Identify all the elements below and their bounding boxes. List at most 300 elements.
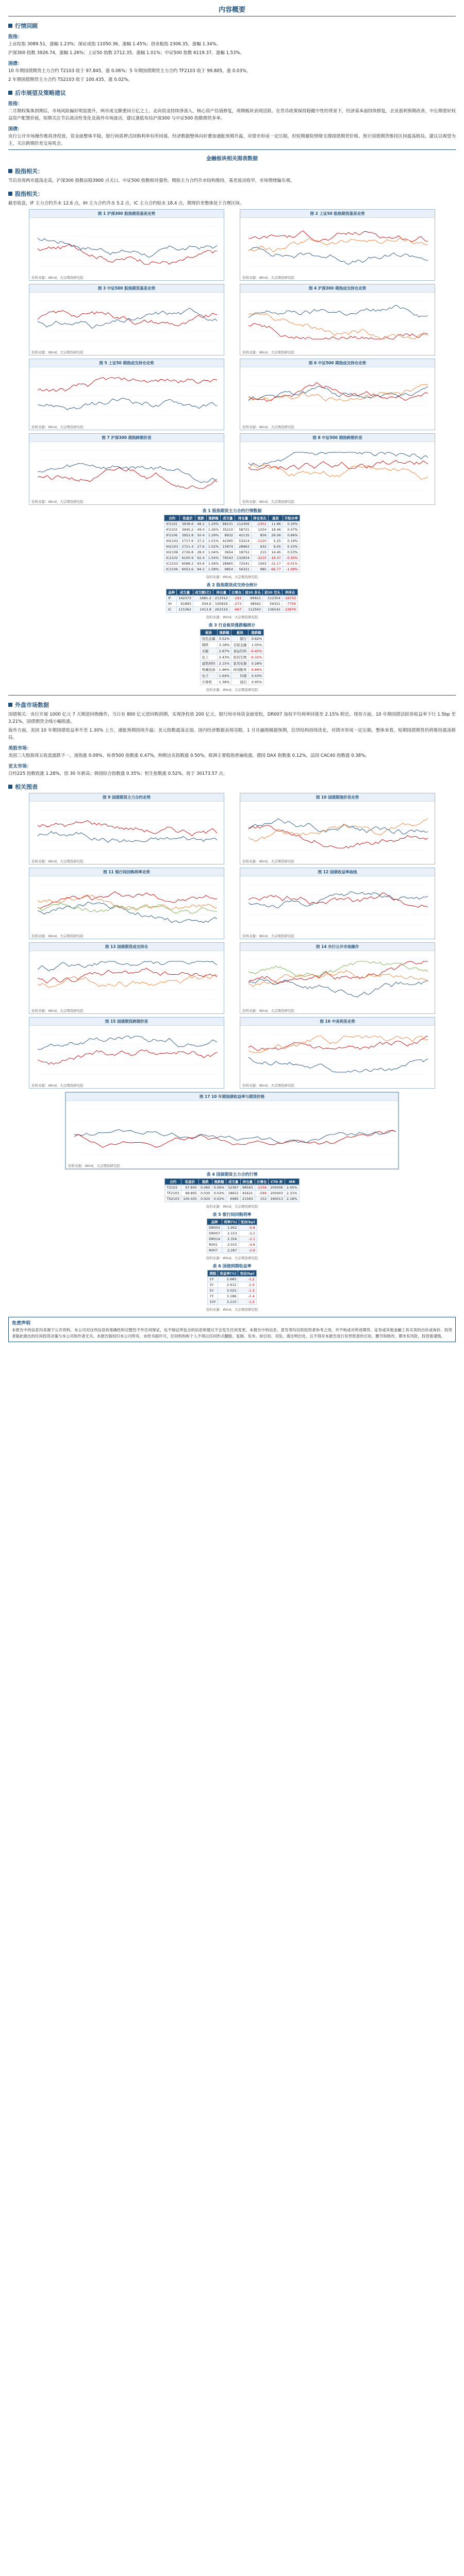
outlook-stock-text: 二月期权集体到期后，市场风险偏好明显提升，两市成交额重回万亿之上。北向资金持续净流入，核心资产估值修复，周期板块表现活跃。在货币政策保持稳健中性的背景下，经济基本面持续修复，企业盈利预期改善，中长期看好权益资产配置价值，短期关注节后流动性变化及海外市场波动，建议逢低布局沪深300 与中证500 指数期货多单。 xyxy=(8,109,456,121)
chart-plot xyxy=(240,876,431,933)
table-header-cell: 收益率(%) xyxy=(218,1270,238,1277)
table-row xyxy=(208,1288,256,1294)
review-bond-line-2: 2 年期国债期货主力合约 TS2103 收于 100.435，涨 0.02%。 xyxy=(8,77,132,82)
table1-source: 资料来源：Wind，大宗期货研究院 xyxy=(206,575,258,579)
table-cell: 2.15% xyxy=(217,660,231,667)
us-market-label: 美股市场： xyxy=(8,746,32,751)
table-cell: -586 xyxy=(255,1191,269,1196)
table-cell: 132654 xyxy=(235,555,252,561)
table-cell: 27.6 xyxy=(195,544,206,550)
table-cell: -3.2 xyxy=(239,1231,257,1236)
table-cell: 112354 xyxy=(263,596,283,601)
table-header-cell: 持仓量 xyxy=(213,589,229,596)
table-cell: 9.05 xyxy=(268,544,283,550)
table-cell: -18.47 xyxy=(268,555,283,561)
table-cell: 27.2 xyxy=(195,538,206,544)
chart-plot xyxy=(240,951,431,1008)
series-line xyxy=(248,305,428,317)
table-cell: -0.86% xyxy=(248,667,264,673)
chart-box xyxy=(29,209,224,281)
table-cell: 1.952 xyxy=(222,1225,239,1231)
table-cell: 35210 xyxy=(221,527,235,533)
report-header xyxy=(8,0,456,16)
table-cell: 0.060 xyxy=(198,1185,212,1191)
table-header-cell: 涨跌 xyxy=(198,1179,212,1185)
us-market-text: 美国三大股指周五收盘涨跌不一，道指涨 0.09%，标普500 指数涨 0.47%，纳斯达克指数涨 0.50%。欧洲主要股指普遍收涨，德国 DAX 指数涨 0.12%，法国 CAC40 指数涨 0.38%。 xyxy=(8,753,370,758)
review-stock-line-1: 上证综指 3089.51，涨幅 1.23%；深证成指 11050.36，涨幅 1.45%；创业板指 2306.35，涨幅 1.34%。 xyxy=(8,42,221,47)
table-cell: 2.87% xyxy=(217,648,231,654)
table-row xyxy=(200,654,264,660)
chart-box xyxy=(65,1092,399,1169)
table-cell: -23979 xyxy=(282,607,297,613)
charts-section-title: 金融板块相关图表数据 xyxy=(206,156,258,162)
chart-title: 图 11 银行间回购利率走势 xyxy=(29,868,224,876)
table-row xyxy=(164,521,300,527)
repo-rate-table xyxy=(207,1218,257,1253)
chart-plot xyxy=(29,442,220,499)
table-cell: 0.47% xyxy=(283,527,300,533)
table-row xyxy=(164,538,300,544)
series-line xyxy=(38,463,217,483)
table-cell: 0.66% xyxy=(283,533,300,538)
table-header-cell: 持仓量 xyxy=(235,515,252,521)
rel-title-text: 股指相关： xyxy=(15,191,43,197)
table-cell: 152 xyxy=(255,1196,269,1202)
table-cell: 2721.4 xyxy=(180,544,195,550)
table-cell: 48562 xyxy=(243,601,263,607)
rel-text: 截至收盘，IF 主力合约升水 12.6 点，IH 主力合约升水 5.2 点，IC 主力合约贴水 18.4 点，期现价差整体处于合理区间。 xyxy=(8,201,244,206)
chart-box xyxy=(29,793,224,865)
outlook-stock-label: 股指： xyxy=(8,101,23,107)
stock-related-text: 节后首周两市震荡走高，沪深300 指数站稳3900 点关口，中证500 指数相对强势。期指主力合约升水结构维持，基差波动收窄，市场情绪偏乐观。 xyxy=(8,178,295,183)
table6-title: 表 6 国债到期收益率 xyxy=(212,1264,252,1268)
table-row xyxy=(164,567,300,572)
table-header-cell: 收盘价 xyxy=(181,1179,199,1185)
table-cell: IH2103 xyxy=(164,544,180,550)
table-cell: 10Y xyxy=(208,1299,218,1305)
table-cell: 2726.8 xyxy=(180,550,195,555)
series-line xyxy=(38,1036,217,1049)
table-header-cell: 日增仓 xyxy=(255,1179,269,1185)
table-row xyxy=(207,1248,257,1253)
table-row xyxy=(207,1231,257,1236)
table5-source: 资料来源：Wind，大宗期货研究院 xyxy=(206,1256,258,1260)
series-line xyxy=(248,238,428,252)
table-cell: TF2103 xyxy=(165,1191,181,1196)
sector-table xyxy=(200,629,264,685)
table-cell: IC2106 xyxy=(164,567,180,572)
table-header-cell: 品种 xyxy=(207,1219,222,1225)
table-cell: 1.29% xyxy=(206,533,221,538)
table-row xyxy=(200,636,264,642)
table-cell: -2.6 xyxy=(239,1248,257,1253)
table-cell: IF2102 xyxy=(164,521,180,527)
table2-title: 表 2 股指期货成交持仓统计 xyxy=(206,583,258,587)
table-cell: -1.0 xyxy=(238,1282,256,1288)
chart-source: 资料来源：Wind，大宗期货研究院 xyxy=(31,276,84,280)
chart-box xyxy=(240,209,435,281)
table-cell: 28963 xyxy=(235,544,252,550)
series-line xyxy=(38,968,217,983)
chart-plot xyxy=(29,293,220,349)
table-cell: 3945.2 xyxy=(180,527,195,533)
table-cell: -3215 xyxy=(251,555,268,561)
series-line xyxy=(248,382,428,401)
table6-source: 资料来源：Wind，大宗期货研究院 xyxy=(206,1308,258,1312)
table-cell: 通信 xyxy=(231,679,248,685)
table-row xyxy=(207,1242,257,1248)
market-review-title-text: 行情回顾 xyxy=(15,23,38,29)
table-cell: 504.6 xyxy=(193,601,213,607)
table-cell: 休闲服务 xyxy=(231,667,248,673)
chart-plot xyxy=(66,1101,399,1163)
section-bullet-icon xyxy=(8,785,12,789)
table-cell: 93.6 xyxy=(195,561,206,567)
table-cell: 3.186 xyxy=(218,1294,238,1299)
stock-chart-grid xyxy=(29,209,435,505)
table-header-cell: 变动(bp) xyxy=(238,1270,256,1277)
chart-source: 资料来源：Wind，大宗期货研究院 xyxy=(68,1164,120,1168)
table-cell: T2103 xyxy=(165,1185,181,1191)
chart-title: 图 15 国债期货跨期价差 xyxy=(29,1018,224,1026)
series-line xyxy=(248,825,428,848)
chart-source: 资料来源：Wind，大宗期货研究院 xyxy=(242,859,294,863)
chart-box xyxy=(240,793,435,865)
table-row xyxy=(200,648,264,654)
chart-source: 资料来源：Wind，大宗期货研究院 xyxy=(31,934,84,938)
chart-plot xyxy=(29,367,220,424)
series-line xyxy=(38,895,217,910)
table-header-cell: 收盘价 xyxy=(180,515,195,521)
table-cell: 2717.6 xyxy=(180,538,195,544)
yield-table xyxy=(207,1270,256,1305)
table-row xyxy=(208,1294,256,1299)
table-cell: 2.153 xyxy=(222,1231,239,1236)
table-row xyxy=(165,1185,299,1191)
table-cell: 3.52% xyxy=(217,636,231,642)
table-cell: 2.18% xyxy=(285,1196,299,1202)
table-row xyxy=(200,642,264,648)
series-line xyxy=(248,1057,428,1072)
rel-title xyxy=(8,190,456,198)
table-cell: 2.015 xyxy=(222,1242,239,1248)
bond-charts-title xyxy=(8,783,456,791)
series-line xyxy=(248,1036,428,1053)
bond-charts-title-text: 相关图表 xyxy=(15,784,38,790)
table-cell: 92.4 xyxy=(195,555,206,561)
table-header-cell: 日增仓 xyxy=(229,589,243,596)
series-line xyxy=(248,961,428,977)
chart-source: 资料来源：Wind，大宗期货研究院 xyxy=(242,350,294,354)
chart-box xyxy=(29,1017,224,1089)
chart-source: 资料来源：Wind，大宗期货研究院 xyxy=(31,859,84,863)
chart-box xyxy=(240,942,435,1014)
futures-quote-table xyxy=(164,515,300,572)
table-cell: 建筑材料 xyxy=(200,660,217,667)
section-bullet-icon xyxy=(8,91,12,95)
bottom-spacer xyxy=(8,1342,456,1348)
table-cell: 58721 xyxy=(235,527,252,533)
table-cell: -1120 xyxy=(251,538,268,544)
table-header-cell: 板块 xyxy=(200,630,217,636)
table-cell: 215 xyxy=(251,550,268,555)
table-cell: 3.025 xyxy=(218,1288,238,1294)
table-cell: -16733 xyxy=(282,596,297,601)
table-cell: -0.30% xyxy=(283,555,300,561)
table-cell: 0.33% xyxy=(283,544,300,550)
table-cell: IH2106 xyxy=(164,550,180,555)
table-cell: 28.0 xyxy=(195,550,206,555)
review-bond-line-1: 10 年期国债期货主力合约 T2103 收于 97.845，涨 0.06%；5 年期国债期货主力合约 TF2103 收于 99.805，涨 0.03%。 xyxy=(8,69,251,74)
chart-title: 图 2 上证50 股指期货基差走势 xyxy=(240,210,435,218)
table-header-cell: 成交量 xyxy=(226,1179,241,1185)
table-cell: 2.31% xyxy=(285,1191,299,1196)
table-cell: R001 xyxy=(207,1242,222,1248)
series-line xyxy=(38,821,217,836)
table-cell: IC2103 xyxy=(164,561,180,567)
table-cell: 52367 xyxy=(226,1185,241,1191)
chart-source: 资料来源：Wind，大宗期货研究院 xyxy=(31,350,84,354)
disclaimer-title: 免责声明 xyxy=(12,1321,31,1326)
series-line xyxy=(38,398,217,410)
table-cell: 0.06% xyxy=(212,1185,226,1191)
chart-source: 资料来源：Wind，大宗期货研究院 xyxy=(242,1009,294,1013)
table-cell: 3.18% xyxy=(217,642,231,648)
series-line xyxy=(248,313,428,339)
report-title: 内容概要 xyxy=(218,6,245,13)
table-cell: 42365 xyxy=(221,538,235,544)
table-cell: 26.06 xyxy=(268,533,283,538)
bonds-details: 海外方面，美国 10 年期国债收益率升至 1.30% 上方，通胀预期持续升温；美元指数震荡走弱。国内经济数据表现亮眼，1 月社融规模超预期，信贷结构持续优化，对债市形成一定压制。整体来看，短期国债期货仍将维持震荡格局。 xyxy=(8,728,456,740)
table-cell: 2.43% xyxy=(217,654,231,660)
table-cell: IH xyxy=(167,601,177,607)
table4-source: 资料来源：Wind，大宗期货研究院 xyxy=(206,1205,258,1209)
table-cell: 98563 xyxy=(240,1185,255,1191)
table-cell: 99.805 xyxy=(181,1191,199,1196)
chart-source: 资料来源：Wind，大宗期货研究院 xyxy=(242,500,294,504)
series-line xyxy=(38,1050,217,1064)
table-header-cell: 涨跌 xyxy=(195,515,206,521)
table-cell: 7Y xyxy=(208,1294,218,1299)
table-cell: 21563 xyxy=(240,1196,255,1202)
table-cell: 1.64% xyxy=(217,673,231,679)
table-cell: 机械设备 xyxy=(200,667,217,673)
table-cell: -1.3 xyxy=(238,1288,256,1294)
table-cell: -66.77 xyxy=(268,567,283,572)
table-cell: 98231 xyxy=(221,521,235,527)
table-cell: -5.6 xyxy=(239,1225,257,1231)
table-cell: -0.45% xyxy=(248,648,264,654)
series-line xyxy=(248,461,428,470)
table-header-cell: 成交量 xyxy=(177,589,193,596)
series-line xyxy=(248,247,428,264)
section-bullet-icon xyxy=(8,24,12,28)
chart-source: 资料来源：Wind，大宗期货研究院 xyxy=(242,425,294,429)
series-line xyxy=(38,467,217,488)
table-cell: 0.28% xyxy=(248,660,264,667)
table-cell: 6052.6 xyxy=(180,567,195,572)
bonds-intro: 国债相关：央行开展 1000 亿元 7 天期逆回购操作，当日有 800 亿元逆回购到期，实现净投放 200 亿元。银行间市场资金面宽松，DR007 加权平均利率回落至 2.15% 附近。现券方面，10 年期国债活跃券收益率下行 1.5bp 至 3.21%，国债期货全线小幅收涨。 xyxy=(8,712,456,724)
table-row xyxy=(200,660,264,667)
chart-title: 图 14 央行公开市场操作 xyxy=(240,943,435,951)
chart-title: 图 13 国债期货成交持仓 xyxy=(29,943,224,951)
table-cell: 45621 xyxy=(240,1191,255,1196)
table-cell: IC2102 xyxy=(164,555,180,561)
chart-plot xyxy=(240,218,431,275)
table-cell: 213312 xyxy=(213,596,229,601)
table-cell: 985 xyxy=(251,567,268,572)
series-line xyxy=(38,238,217,258)
table-cell: IH2102 xyxy=(164,538,180,544)
table-cell: DR007 xyxy=(207,1231,222,1236)
chart-title: 图 4 沪深300 期指成交持仓走势 xyxy=(240,284,435,293)
table-cell: 97.845 xyxy=(181,1185,199,1191)
table-header-cell: CTD 券 xyxy=(269,1179,285,1185)
table-cell: 42135 xyxy=(235,533,252,538)
table-cell: 传媒 xyxy=(231,673,248,679)
table-cell: 0.02% xyxy=(212,1196,226,1202)
chart-box xyxy=(29,284,224,355)
chart-source: 资料来源：Wind，大宗期货研究院 xyxy=(31,1009,84,1013)
divider xyxy=(8,695,456,696)
chart-plot xyxy=(29,876,220,933)
table-cell: R007 xyxy=(207,1248,222,1253)
outlook-bond-label: 国债： xyxy=(8,127,23,132)
bond-futures-table xyxy=(164,1178,299,1202)
chart-source: 资料来源：Wind，大宗期货研究院 xyxy=(242,276,294,280)
table-cell: 医药生物 xyxy=(231,654,248,660)
table-cell: 48.2 xyxy=(195,521,206,527)
table-cell: 49.0 xyxy=(195,527,206,533)
table-cell: -1256 xyxy=(255,1185,269,1191)
review-stock-label: 股指： xyxy=(8,35,23,40)
table-cell: 银行 xyxy=(231,636,248,642)
table-row xyxy=(167,607,298,613)
table-cell: -1.4 xyxy=(238,1294,256,1299)
series-line xyxy=(38,974,217,988)
table-cell: 3952.8 xyxy=(180,533,195,538)
table-cell: 856 xyxy=(251,533,268,538)
table-row xyxy=(208,1299,256,1305)
chart-source: 资料来源：Wind，大宗期货研究院 xyxy=(242,934,294,938)
asia-market-label: 亚太市场： xyxy=(8,764,32,769)
table-cell: 0.030 xyxy=(198,1191,212,1196)
table-header-cell: 涨跌幅 xyxy=(212,1179,226,1185)
table-header-cell: 基差 xyxy=(268,515,283,521)
chart-title: 图 17 10 年期国债收益率与期货价格 xyxy=(66,1093,398,1101)
table-cell: 0.020 xyxy=(198,1196,212,1202)
table-cell: 115362 xyxy=(177,607,193,613)
table-cell: 0.03% xyxy=(212,1191,226,1196)
table-cell: 采掘 xyxy=(200,648,217,654)
table-cell: 632 xyxy=(251,544,268,550)
section-bullet-icon xyxy=(8,703,12,707)
table-row xyxy=(200,679,264,685)
table-cell: 56321 xyxy=(263,601,283,607)
table-cell: 9854 xyxy=(221,567,235,572)
bond-chart-grid xyxy=(29,793,435,1089)
table3-source: 资料来源：Wind，大宗期货研究院 xyxy=(206,688,258,692)
chart-plot xyxy=(29,951,220,1008)
table-cell: 2.356 xyxy=(222,1236,239,1242)
table-header-cell: 利率(%) xyxy=(222,1219,239,1225)
chart-box xyxy=(29,868,224,939)
table-cell: 非银金融 xyxy=(231,642,248,648)
table-cell: 18.46 xyxy=(268,527,283,533)
divider xyxy=(8,149,456,150)
chart-title: 图 9 国债期货主力合约走势 xyxy=(29,793,224,802)
table-cell: -4.8 xyxy=(239,1242,257,1248)
table-cell: 0.62% xyxy=(248,636,264,642)
chart-plot xyxy=(29,1026,220,1082)
chart-box xyxy=(240,433,435,505)
table-header-cell: IRR xyxy=(285,1179,299,1185)
chart-box xyxy=(240,284,435,355)
chart-title: 图 1 沪深300 股指期货基差走势 xyxy=(29,210,224,218)
table-cell: 钢铁 xyxy=(200,642,217,648)
table-cell: 家用电器 xyxy=(231,660,248,667)
table-row xyxy=(200,673,264,679)
table-cell: -191 xyxy=(229,596,243,601)
bonds-title-text: 外盘市场数据 xyxy=(15,702,49,708)
series-line xyxy=(38,244,217,264)
table-cell: 61893 xyxy=(177,601,193,607)
table-cell: DR001 xyxy=(207,1225,222,1231)
table-cell: 1681.2 xyxy=(193,596,213,601)
table-row xyxy=(164,527,300,533)
table-row xyxy=(167,601,298,607)
table-cell: 1254 xyxy=(251,527,268,533)
table-cell: 142373 xyxy=(177,596,193,601)
table-cell: TS2103 xyxy=(165,1196,181,1202)
disclaimer-text: 本报告中的信息均来源于公开资料，本公司对这些信息的准确性和完整性不作任何保证，也不保证所包含的信息和建议不会发生任何变更。本报告中的信息、意见等均仅供投资者参考之用，并不构成对所述期货、证券或其他金融工具买卖的出价或询价。投资者据此做出的任何投资决策与本公司和作者无关。本报告版权归本公司所有，未经书面许可，任何机构和个人不得以任何形式翻版、复制、发布。如引用、刊发，需注明出处，且不得对本报告进行有悖原意的引用、删节和修改。期市有风险，投资需谨慎。 xyxy=(12,1328,452,1338)
chart-title: 图 10 国债期现价差走势 xyxy=(240,793,435,802)
table-row xyxy=(207,1225,257,1231)
outlook-title-text: 后市展望及策略建议 xyxy=(15,90,66,96)
series-line xyxy=(248,892,428,908)
table-cell: 100929 xyxy=(213,601,229,607)
table-header-cell: 期限 xyxy=(208,1270,218,1277)
table-row xyxy=(167,596,298,601)
chart-box xyxy=(29,942,224,1014)
table-cell: 53214 xyxy=(235,538,252,544)
table-header-cell: 合约 xyxy=(165,1179,181,1185)
table-cell: 1Y xyxy=(208,1277,218,1282)
series-line xyxy=(248,384,428,401)
chart-plot xyxy=(240,293,431,349)
table-cell: 5.25 xyxy=(268,538,283,544)
table-cell: 2.912 xyxy=(218,1282,238,1288)
table-cell: -1.5 xyxy=(238,1299,256,1305)
table-cell: 6088.2 xyxy=(180,561,195,567)
table-cell: 1.24% xyxy=(206,521,221,527)
series-line xyxy=(248,452,428,467)
table-cell: 1.26% xyxy=(206,527,221,533)
table-cell: 3Y xyxy=(208,1282,218,1288)
table-row xyxy=(164,544,300,550)
table-cell: 1.01% xyxy=(206,538,221,544)
wide-chart xyxy=(65,1092,399,1170)
table4-title: 表 4 国债期货主力合约行情 xyxy=(206,1172,258,1177)
table-cell: 15874 xyxy=(221,544,235,550)
table5-title: 表 5 银行间回购利率 xyxy=(212,1212,252,1217)
table-cell: 0.30% xyxy=(283,521,300,527)
table-cell: 3938.6 xyxy=(180,521,195,527)
table-cell: 95621 xyxy=(243,596,263,601)
table-cell: 3.210 xyxy=(218,1299,238,1305)
outlook-bond-text: 央行公开市场操作维持净投放，资金面整体平稳，银行间质押式回购利率有所回落。经济数据整体向好叠加通胀预期升温，对债市形成一定压制，但短期避险情绪支撑国债期货价格。预计国债期货维持区间震荡格局，建议以观望为主，关注跨期价差交易机会。 xyxy=(8,134,456,146)
table-cell: 食品饮料 xyxy=(231,648,248,654)
